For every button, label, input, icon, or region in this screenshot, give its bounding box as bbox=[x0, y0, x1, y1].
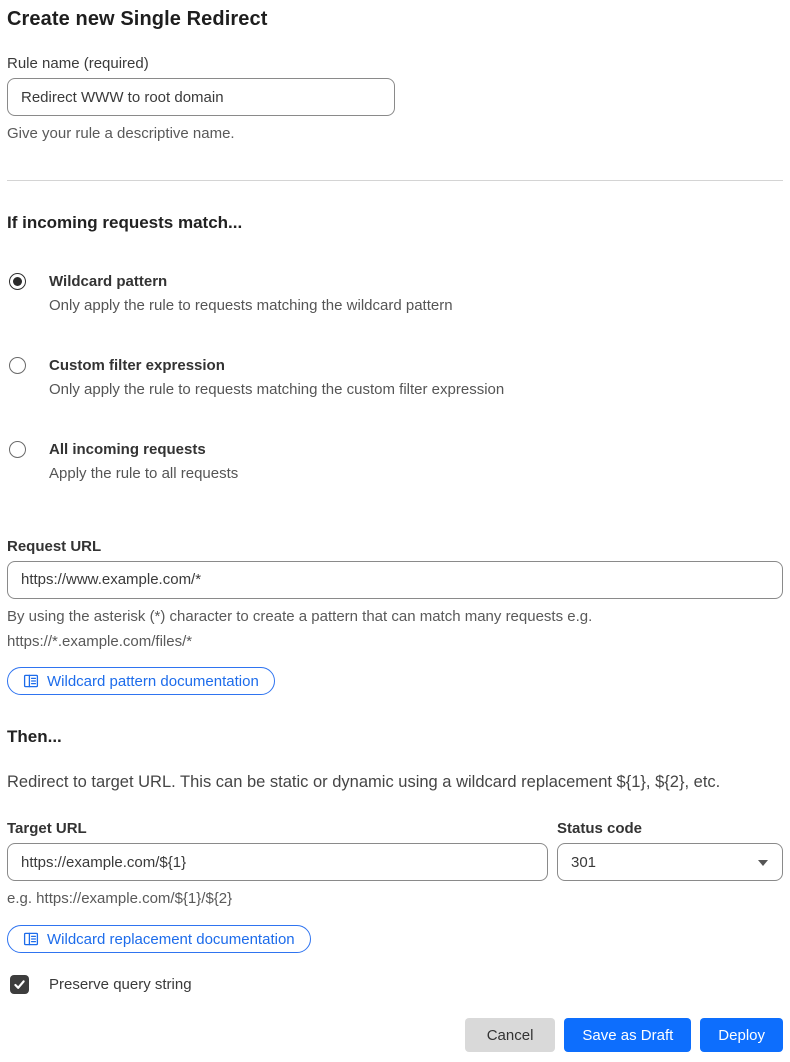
match-options-list bbox=[7, 271, 783, 484]
radio-option-custom-filter-expression[interactable] bbox=[7, 355, 783, 400]
wildcard-pattern-docs-label: Wildcard pattern documentation bbox=[47, 672, 259, 690]
chevron-down-icon bbox=[758, 860, 768, 866]
request-url-help-line1: By using the asterisk (*) character to create a pattern that can match many requests e.g. bbox=[7, 607, 593, 625]
rule-name-input[interactable] bbox=[7, 78, 395, 116]
status-code-group bbox=[557, 820, 783, 881]
status-code-label: Status code bbox=[557, 820, 643, 838]
target-url-group bbox=[7, 820, 548, 881]
checkbox-checked-icon[interactable] bbox=[10, 975, 29, 994]
book-icon bbox=[23, 673, 39, 689]
wildcard-replacement-docs-label: Wildcard replacement documentation bbox=[47, 930, 295, 948]
cancel-button[interactable]: Cancel bbox=[465, 1018, 556, 1052]
request-url-group bbox=[7, 538, 783, 696]
request-url-help-line2: https://*.example.com/files/* bbox=[7, 632, 193, 650]
target-url-label: Target URL bbox=[7, 820, 87, 838]
rule-name-help: Give your rule a descriptive name. bbox=[7, 125, 235, 142]
rule-name-label: Rule name (required) bbox=[7, 55, 149, 72]
radio-label: Custom filter expression bbox=[49, 356, 225, 374]
wildcard-pattern-docs-button[interactable] bbox=[7, 667, 275, 695]
preserve-query-string-option[interactable] bbox=[7, 975, 783, 994]
deploy-button[interactable]: Deploy bbox=[700, 1018, 783, 1052]
then-section-description: Redirect to target URL. This can be static or dynamic using a wildcard replacement ${1}, ${2}, etc. bbox=[7, 773, 721, 792]
radio-description: Apply the rule to all requests bbox=[49, 464, 239, 482]
preserve-query-string-label: Preserve query string bbox=[49, 976, 192, 994]
form-actions bbox=[7, 1018, 783, 1052]
radio-option-all-incoming-requests[interactable] bbox=[7, 439, 783, 484]
request-url-help bbox=[7, 605, 783, 655]
radio-unselected-icon[interactable] bbox=[9, 441, 26, 458]
page-title: Create new Single Redirect bbox=[7, 8, 268, 30]
radio-description: Only apply the rule to requests matching the wildcard pattern bbox=[49, 296, 453, 314]
book-icon bbox=[23, 931, 39, 947]
target-url-input[interactable] bbox=[7, 843, 548, 881]
then-section-heading: Then... bbox=[7, 727, 62, 747]
target-url-status-row bbox=[7, 820, 783, 881]
target-url-help: e.g. https://example.com/${1}/${2} bbox=[7, 890, 233, 908]
radio-unselected-icon[interactable] bbox=[9, 357, 26, 374]
radio-description: Only apply the rule to requests matching the custom filter expression bbox=[49, 380, 505, 398]
request-url-label: Request URL bbox=[7, 537, 102, 555]
radio-label: All incoming requests bbox=[49, 440, 206, 458]
save-as-draft-button[interactable]: Save as Draft bbox=[564, 1018, 691, 1052]
status-code-value: 301 bbox=[571, 853, 597, 871]
wildcard-replacement-docs-button[interactable] bbox=[7, 925, 311, 953]
section-divider bbox=[7, 180, 783, 181]
rule-name-group bbox=[7, 55, 783, 147]
radio-option-wildcard-pattern[interactable] bbox=[7, 271, 783, 316]
radio-selected-icon[interactable] bbox=[9, 273, 26, 290]
status-code-select[interactable] bbox=[557, 843, 783, 881]
radio-label: Wildcard pattern bbox=[49, 272, 168, 290]
request-url-input[interactable] bbox=[7, 561, 783, 599]
match-section-heading: If incoming requests match... bbox=[7, 212, 243, 232]
